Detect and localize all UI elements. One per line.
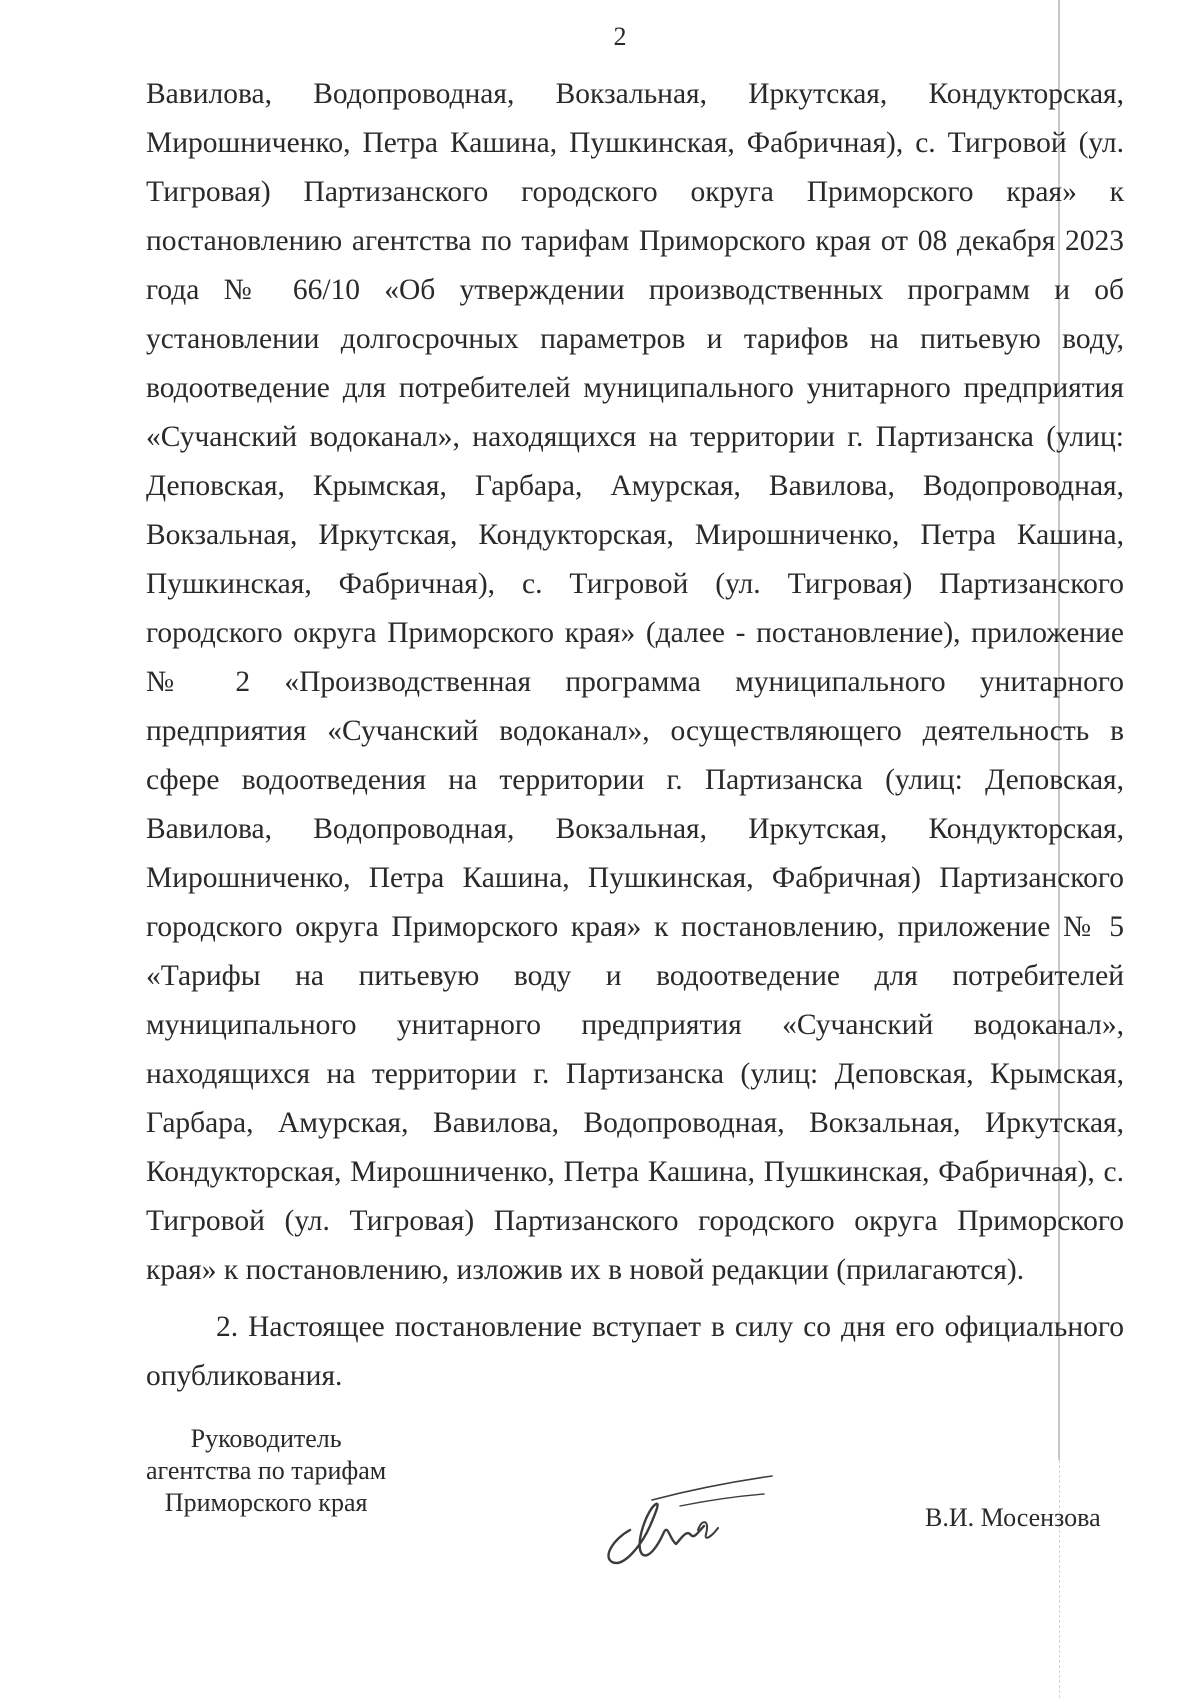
document-body [146,70,1124,1401]
page-number: 2 [613,22,627,51]
signatory-title-line: агентства по тарифам [146,1456,387,1485]
signatory-title [146,1423,386,1519]
signatory-title-line: Приморского края [164,1488,368,1517]
paragraph-2: 2. Настоящее постановление вступает в силу со дня его официального опубликования. [146,1311,1124,1392]
signatory-name: В.И. Мосензова [925,1503,1101,1532]
scan-fold-line-dashed [1059,1460,1060,1698]
paragraph-1: Вавилова, Водопроводная, Вокзальная, Иркутская, Кондукторская, Мирошниченко, Петра Кашина, Пушкинская, Фабричная), с. Тигровой (ул. Тигровая) Партизанского городского округа Приморского края» к постановлению агентства по тарифам Приморского края от 08 декабря 2023 года № 66/10 «Об утверждении производственных программ и об установлении долгосрочных параметров и тарифов на питьевую воду, водоотведение для потребителей муниципального унитарного предприятия «Сучанский водоканал», находящихся на территории г. Партизанска (улиц: Деповская, Крымская, Гарбара, Амурская, Вавилова, Водопроводная, Вокзальная, Иркутская, Кондукторская, Мирошниченко, Петра Кашина, Пушкинская, Фабричная), с. Тигровой (ул. Тигровая) Партизанского городского округа Приморского края» (далее - постановление), приложение № 2 «Производственная программа муниципального унитарного предприятия «Сучанский водоканал», осуществляющего деятельность в сфере водоотведения на территории г. Партизанска (улиц: Деповская, Вавилова, Водопроводная, Вокзальная, Иркутская, Кондукторская, Мирошниченко, Петра Кашина, Пушкинская, Фабричная) Партизанского городского округа Приморского края» к постановлению, приложение № 5 «Тарифы на питьевую воду и водоотведение для потребителей муниципального унитарного предприятия «Сучанский водоканал», находящихся на территории г. Партизанска (улиц: Деповская, Крымская, Гарбара, Амурская, Вавилова, Водопроводная, Вокзальная, Иркутская, Кондукторская, Мирошниченко, Петра Кашина, Пушкинская, Фабричная), с. Тигровой (ул. Тигровая) Партизанского городского округа Приморского края» к постановлению, изложив их в новой редакции (прилагаются). [146,78,1124,1286]
handwritten-signature [590,1460,780,1570]
signatory-title-line: Руководитель [190,1424,342,1453]
